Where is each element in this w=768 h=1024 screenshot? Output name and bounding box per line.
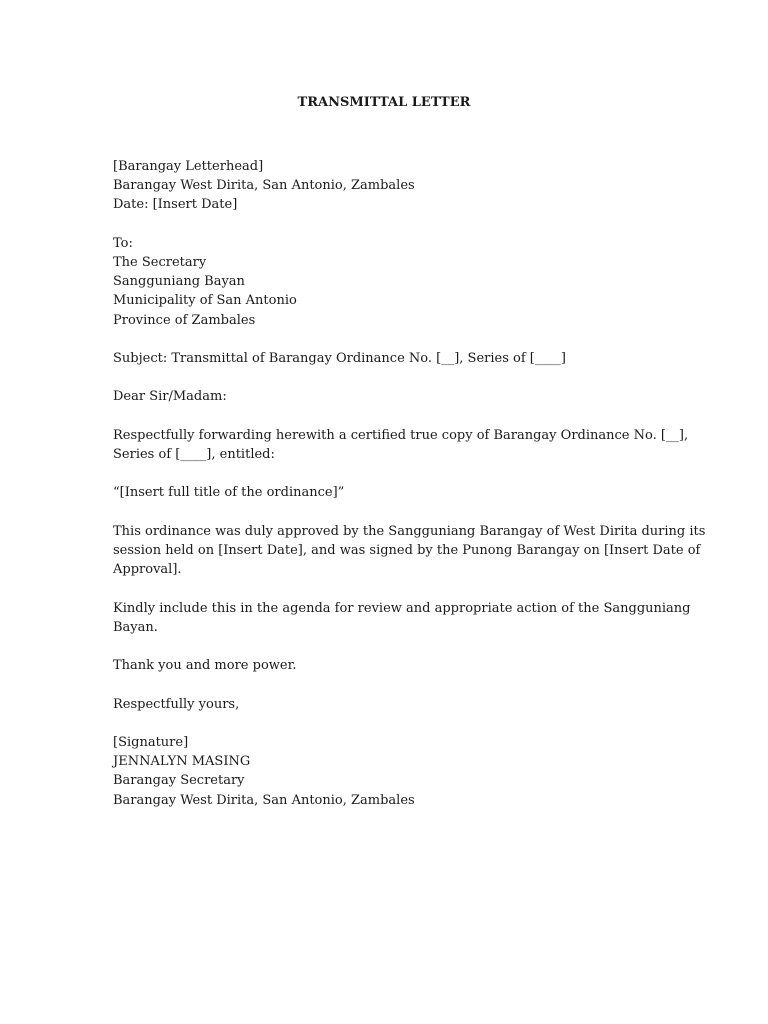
sender-address: Barangay West Dirita, San Antonio, Zambales <box>113 178 415 194</box>
letter-date: Date: [Insert Date] <box>113 197 238 213</box>
recipient-line: The Secretary <box>113 255 207 270</box>
signature-placeholder: [Signature] <box>113 734 189 750</box>
paragraph-line: Kindly include this in the agenda for review and appropriate action of the Sangguniang <box>113 600 691 616</box>
paragraph-line: session held on [Insert Date], and was signed by the Punong Barangay on [Insert Date of <box>113 542 701 558</box>
letter-body <box>113 157 706 810</box>
recipient-line: Province of Zambales <box>113 312 256 328</box>
salutation: Dear Sir/Madam: <box>113 389 227 405</box>
paragraph-line: This ordinance was duly approved by the Sangguniang Barangay of West Dirita during its <box>113 523 706 539</box>
paragraph-line: Respectfully forwarding herewith a certified true copy of Barangay Ordinance No. [__], <box>113 427 689 443</box>
letterhead-placeholder: [Barangay Letterhead] <box>113 159 264 174</box>
paragraph-line: Bayan. <box>113 619 158 635</box>
signatory-name: JENNALYN MASING <box>113 754 251 770</box>
signature-block <box>113 733 653 810</box>
recipient-line: Sangguniang Bayan <box>113 274 245 290</box>
ordinance-title: “[Insert full title of the ordinance]” <box>113 485 345 501</box>
document-title: TRANSMITTAL LETTER <box>297 95 471 110</box>
paragraph-line: Series of [____], entitled: <box>113 446 275 462</box>
letterhead-block <box>113 157 653 215</box>
paragraph-forwarding <box>113 426 689 464</box>
paragraph-approval <box>113 522 706 580</box>
signatory-office: Barangay West Dirita, San Antonio, Zambales <box>113 792 415 808</box>
recipient-to-label: To: <box>113 235 133 251</box>
recipient-block <box>113 234 653 330</box>
signatory-position: Barangay Secretary <box>113 773 245 789</box>
subject-line: Subject: Transmittal of Barangay Ordinance No. [__], Series of [____] <box>113 351 566 366</box>
paragraph-agenda <box>113 599 691 637</box>
recipient-line: Municipality of San Antonio <box>113 293 297 309</box>
closing-line: Respectfully yours, <box>113 696 240 712</box>
paragraph-line: Approval]. <box>113 562 182 578</box>
thanks-line: Thank you and more power. <box>113 658 297 674</box>
